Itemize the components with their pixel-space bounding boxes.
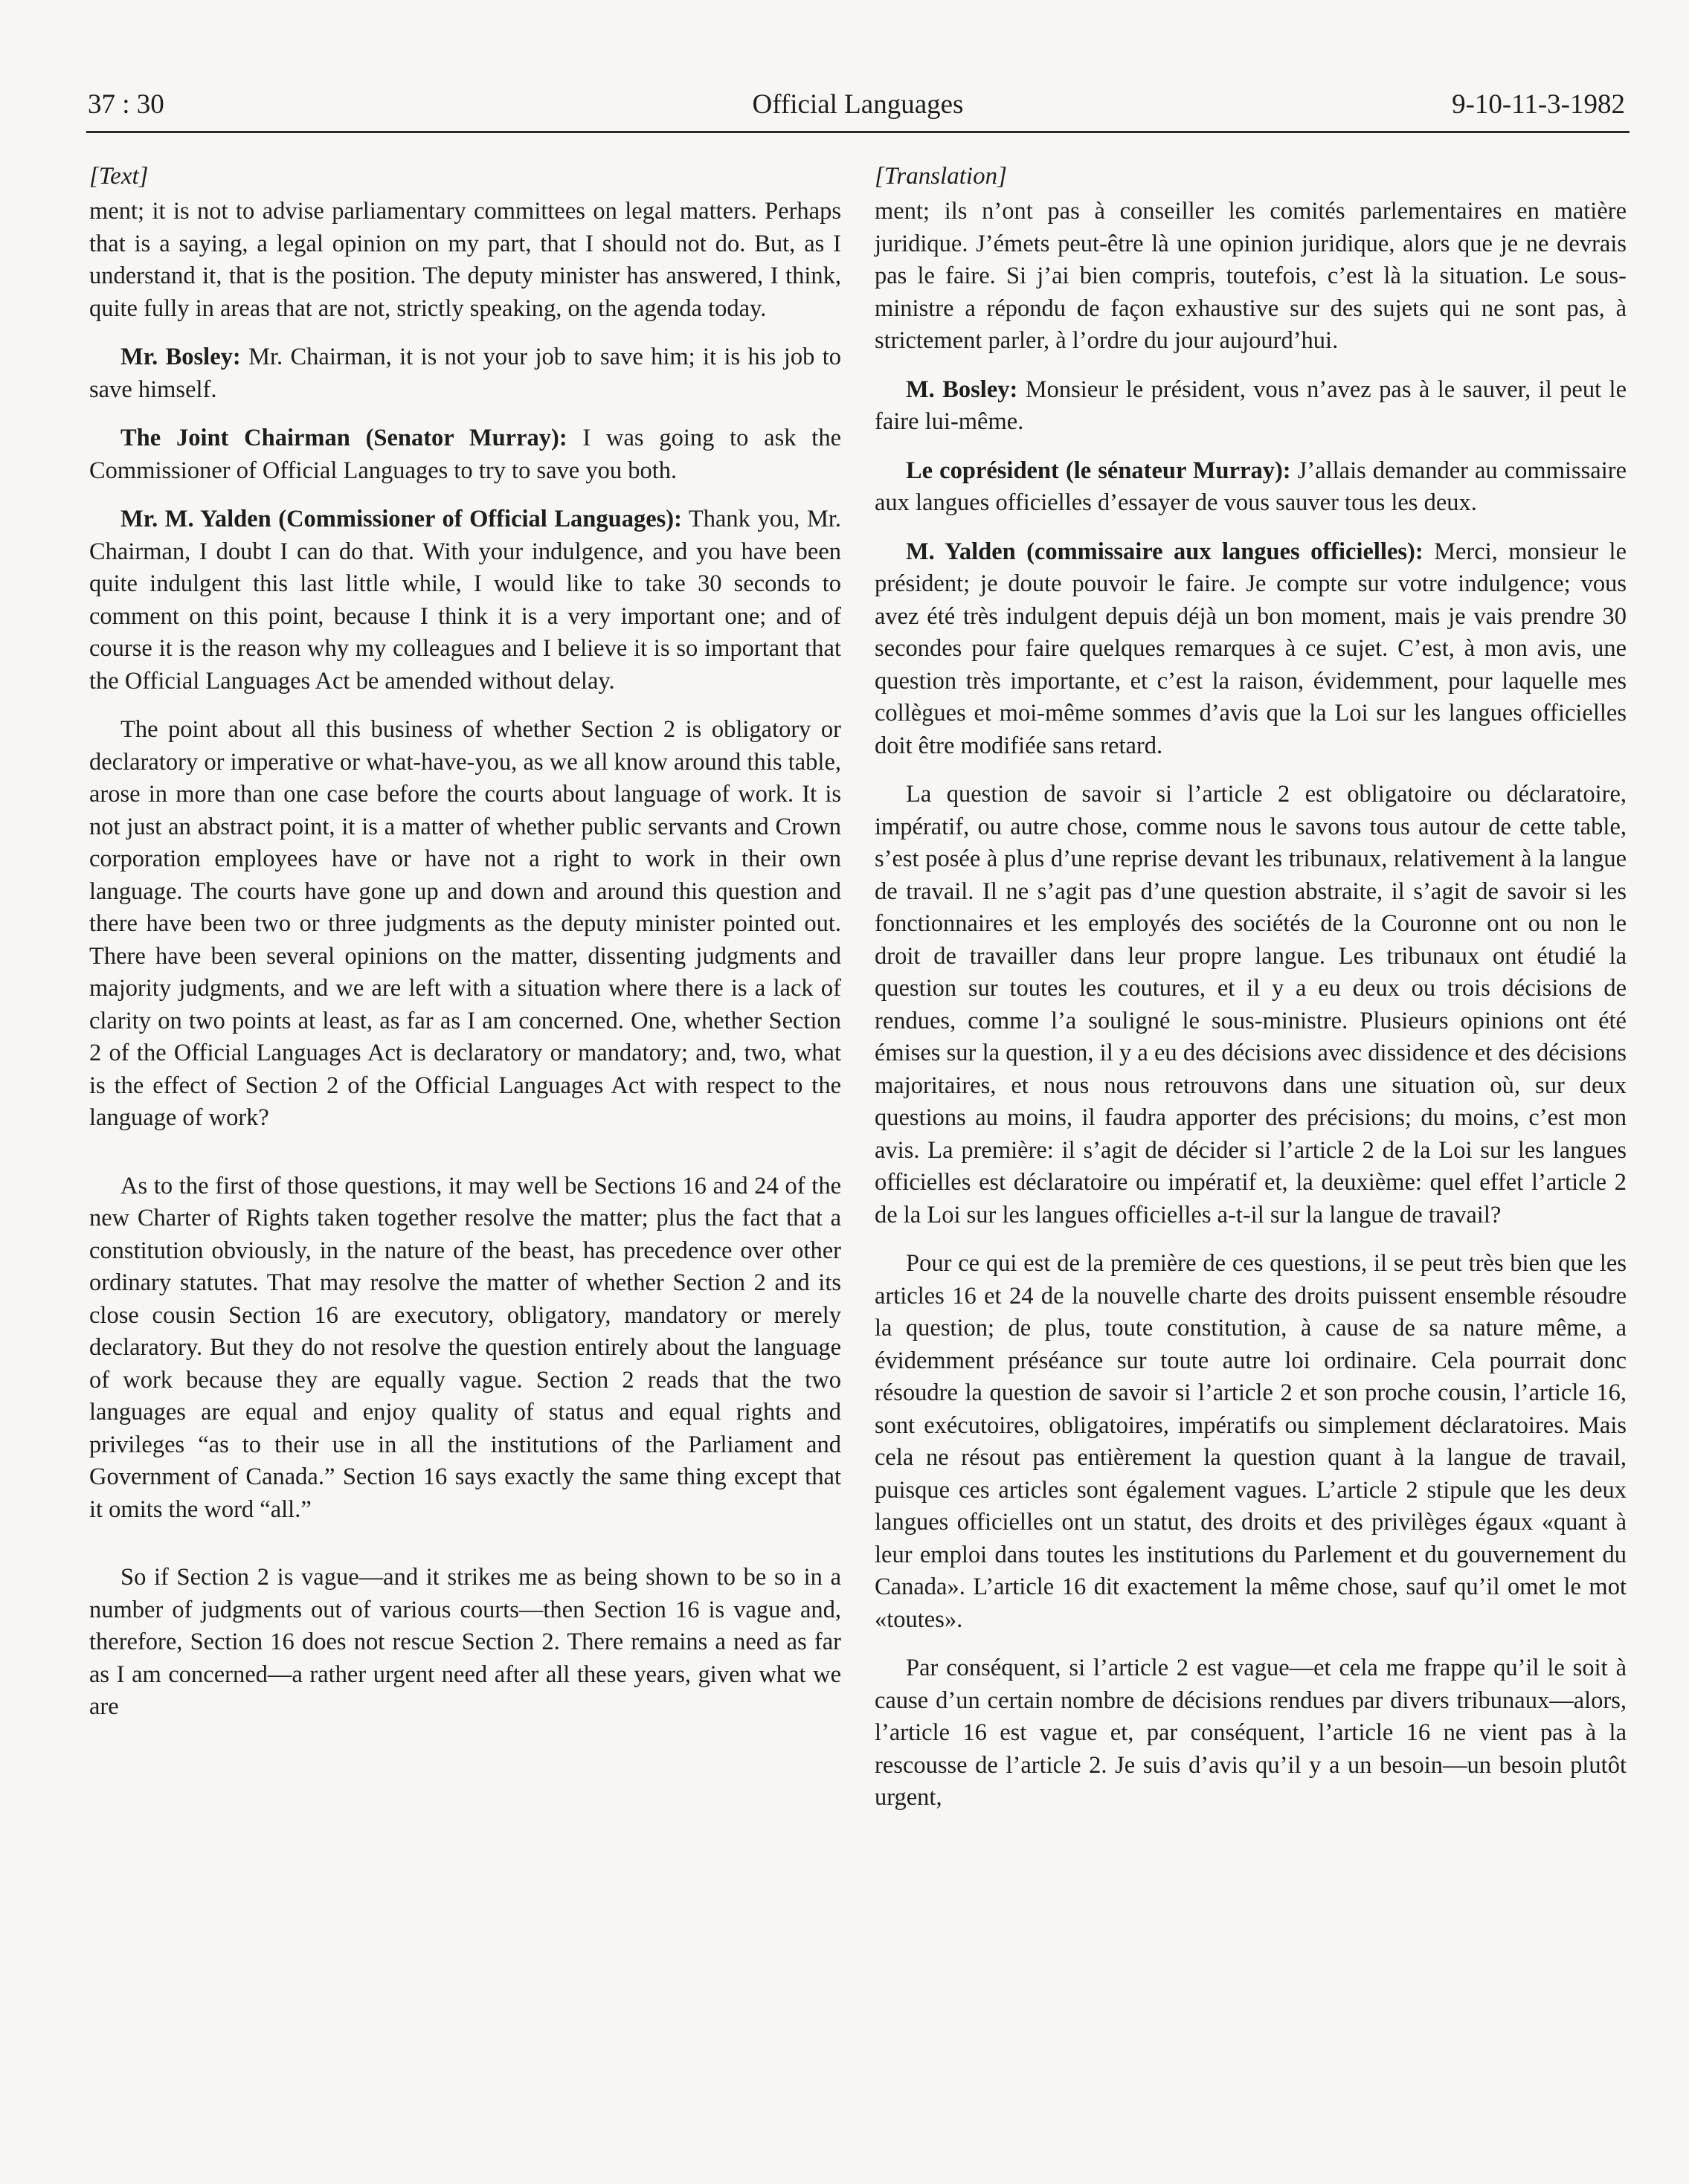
paragraph: As to the first of those questions, it may well be Sections 16 and 24 of the new Charter of Rights taken together resolve the matter; plus the fact that a constitution obviously, in the nature of the beast, has precedence over other ordinary statutes. That may resolve the matter of whether Section 2 and its close cousin Section 16 are executory, obligatory, mandatory or merely declaratory. But they do not resolve the question entirely about the language of work because they are equally vague. Section 2 reads that the two languages are equal and enjoy quality of status and equal rights and privileges “as to their use in all the institutions of the Parliament and Government of Canada.” Section 16 says exactly the same thing except that it omits the word “all.” bbox=[89, 1172, 841, 1523]
english-column bbox=[89, 160, 841, 1740]
speaker-paragraph: Mr. Bosley: Mr. Chairman, it is not your job to save him; it is his job to save himself. bbox=[89, 344, 841, 403]
translation-tag: [Translation] bbox=[875, 163, 1007, 190]
speaker-name: Mr. M. Yalden (Commissioner of Official Languages): bbox=[120, 506, 682, 532]
speaker-paragraph: The Joint Chairman (Senator Murray): I was going to ask the Commissioner of Official Languages to try to save you both. bbox=[89, 425, 841, 484]
paragraph: So if Section 2 is vague—and it strikes me as being shown to be so in a number of judgments out of various courts—then Section 16 is vague and, therefore, Section 16 does not rescue Section 2. There remains a need as far as I am concerned—a rather urgent need after all these years, given what we are bbox=[89, 1564, 841, 1720]
speaker-name: M. Bosley: bbox=[906, 376, 1018, 403]
issue-number: 9-10-11-3-1982 bbox=[1452, 89, 1625, 120]
speaker-name: M. Yalden (commissaire aux langues officielles): bbox=[906, 538, 1423, 565]
paragraph: La question de savoir si l’article 2 est obligatoire ou déclaratoire, impératif, ou autre chose, comme nous le savons tous autour de cette table, s’est posée à plus d’une reprise devant les tribunaux, relativement à la langue de travail. Il ne s’agit pas d’une question abstraite, il s’agit de savoir si les fonctionnaires et les employés des sociétés de la Couronne ont ou non le droit de travailler dans leur propre langue. Les tribunaux ont étudié la question sur toutes les coutures, et il y a eu deux ou trois décisions de rendues, comme l’a souligné le sous-ministre. Plusieurs opinions ont été émises sur la question, il y a eu des décisions avec dissidence et des décisions majoritaires, et nous nous retrouvons dans une situation où, sur deux questions au moins, il faudra apporter des précisions; du moins, c’est mon avis. La première: il s’agit de décider si l’article 2 de la Loi sur les langues officielles est déclaratoire ou impératif et, la deuxième: quel effet l’article 2 de la Loi sur les langues officielles a-t-il sur la langue de travail? bbox=[875, 781, 1627, 1228]
french-column bbox=[875, 160, 1627, 1831]
paragraph: ment; it is not to advise parliamentary committees on legal matters. Perhaps that is a saying, a legal opinion on my part, that I should not do. But, as I understand it, that is the position. The deputy minister has answered, I think, quite fully in areas that are not, strictly speaking, on the agenda today. bbox=[89, 198, 841, 322]
paragraph: The point about all this business of whether Section 2 is obligatory or declaratory or imperative or what-have-you, as we all know around this table, arose in more than one case before the courts about language of work. It is not just an abstract point, it is a matter of whether public servants and Crown corporation employees have or have not a right to work in their own language. The courts have gone up and down and around this question and there have been two or three judgments as the deputy minister pointed out. There have been several opinions on the matter, dissenting judgments and majority judgments, and we are left with a situation where there is a lack of clarity on two points at least, as far as I am concerned. One, whether Section 2 of the Official Languages Act is declaratory or mandatory; and, two, what is the effect of Section 2 of the Official Languages Act with respect to the language of work? bbox=[89, 716, 841, 1131]
paragraph: Par conséquent, si l’article 2 est vague—et cela me frappe qu’il le soit à cause d’un certain nombre de décisions rendues par divers tribunaux—alors, l’article 16 est vague et, par conséquent, l’article 16 ne vient pas à la rescousse de l’article 2. Je suis d’avis qu’il y a un besoin—un besoin plutôt urgent, bbox=[875, 1655, 1627, 1811]
speaker-paragraph: M. Yalden (commissaire aux langues officielles): Merci, monsieur le président; je doute pouvoir le faire. Je compte sur votre indulgence; vous avez été très indulgent depuis déjà un bon moment, mais je vais prendre 30 secondes pour faire quelques remarques à ce sujet. C’est, à mon avis, une question très importante, et c’est la raison, évidemment, pour laquelle mes collègues et moi-même sommes d’avis que la Loi sur les langues officielles doit être modifiée sans retard. bbox=[875, 538, 1627, 759]
speaker-paragraph: Le coprésident (le sénateur Murray): J’allais demander au commissaire aux langues officielles d’essayer de vous sauver tous les deux. bbox=[875, 457, 1627, 516]
publication-title: Official Languages bbox=[752, 89, 964, 120]
paragraph: ment; ils n’ont pas à conseiller les comités parlementaires en matière juridique. J’émets peut-être là une opinion juridique, alors que je ne devrais pas le faire. Si j’ai bien compris, toutefois, c’est là la situation. Le sous-ministre a répondu de façon exhaustive sur des sujets qui ne sont pas, à strictement parler, à l’ordre du jour aujourd’hui. bbox=[875, 198, 1627, 354]
speaker-paragraph: Mr. M. Yalden (Commissioner of Official Languages): Thank you, Mr. Chairman, I doubt I can do that. With your indulgence, and you have been quite indulgent this last little while, I would like to take 30 seconds to comment on this point, because I think it is a very important one; and of course it is the reason why my colleagues and I believe it is so important that the Official Languages Act be amended without delay. bbox=[89, 506, 841, 695]
page-number: 37 : 30 bbox=[88, 89, 164, 120]
speaker-name: Le coprésident (le sénateur Murray): bbox=[906, 457, 1291, 484]
speaker-name: Mr. Bosley: bbox=[120, 344, 241, 370]
paragraph: Pour ce qui est de la première de ces questions, il se peut très bien que les articles 16 et 24 de la nouvelle charte des droits puissent ensemble résoudre la question; de plus, toute constitution, à cause de sa nature même, a évidemment préséance sur toute autre loi ordinaire. Cela pourrait donc résoudre la question de savoir si l’article 2 et son proche cousin, l’article 16, sont exécutoires, obligatoires, impératifs ou simplement déclaratoires. Mais cela ne résout pas entièrement la question quant à la langue de travail, puisque ces articles sont également vagues. L’article 2 stipule que les deux langues officielles ont un statut, des droits et des privilèges égaux «quant à leur emploi dans toutes les institutions du Parlement et du gouvernement du Canada». L’article 16 dit exactement la même chose, sauf qu’il omet le mot «toutes». bbox=[875, 1250, 1627, 1633]
speaker-paragraph: M. Bosley: Monsieur le président, vous n’avez pas à le sauver, il peut le faire lui-même. bbox=[875, 376, 1627, 435]
speaker-name: The Joint Chairman (Senator Murray): bbox=[120, 425, 567, 451]
page-header bbox=[86, 83, 1630, 133]
text-tag: [Text] bbox=[89, 163, 149, 190]
